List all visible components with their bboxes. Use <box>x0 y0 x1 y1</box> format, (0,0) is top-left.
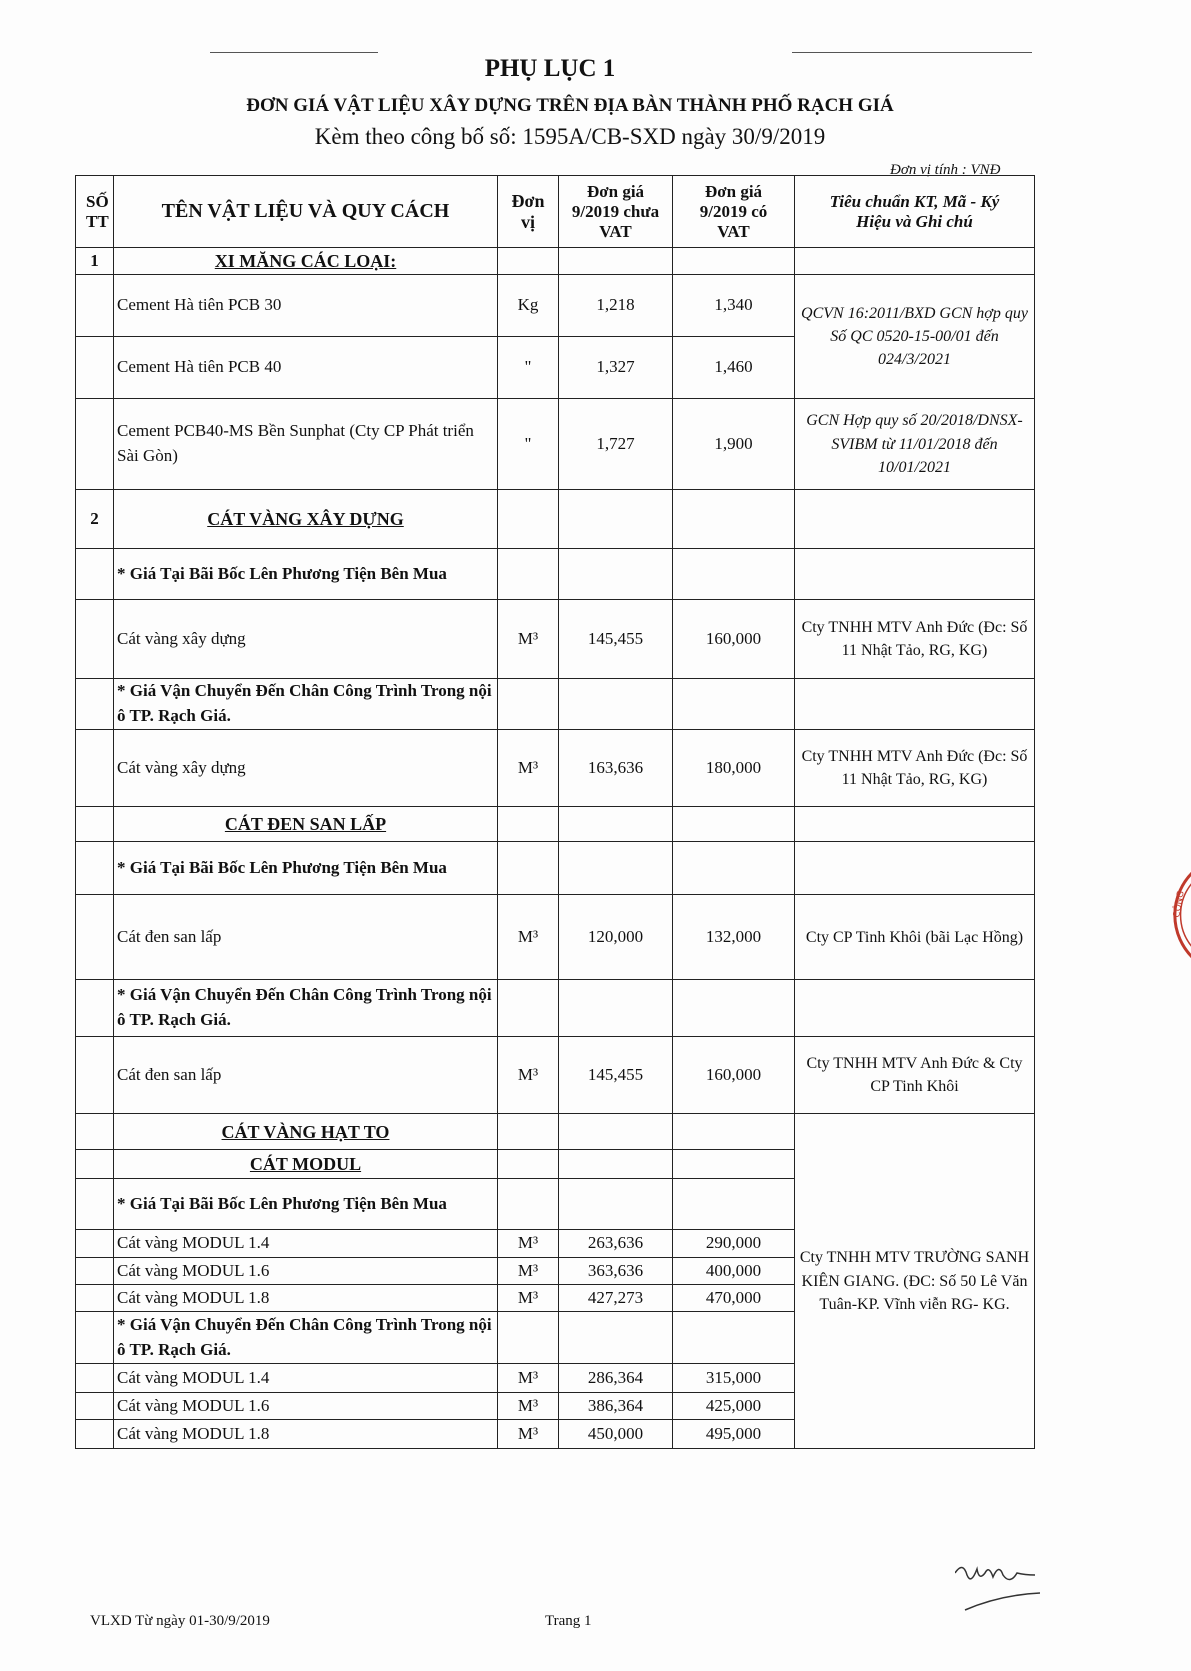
row-price-no-vat <box>559 842 673 895</box>
row-material-name: * Giá Tại Bãi Bốc Lên Phương Tiện Bên Mua <box>114 842 498 895</box>
row-price-no-vat: 1,727 <box>559 399 673 490</box>
row-material-name: Cát vàng MODUL 1.4 <box>114 1230 498 1258</box>
unit-note: Đơn vị tính : VNĐ <box>890 162 1001 178</box>
row-price-no-vat: 145,455 <box>559 600 673 679</box>
header-unit: Đơn vị <box>498 176 559 248</box>
row-note: QCVN 16:2011/BXD GCN hợp quy Số QC 0520-15-00/01 đến 024/3/2021 <box>795 275 1035 399</box>
table-row <box>76 730 1035 807</box>
row-unit <box>498 1150 559 1179</box>
row-note: GCN Hợp quy số 20/2018/DNSX-SVIBM từ 11/01/2018 đến 10/01/2021 <box>795 399 1035 490</box>
stamp-icon <box>1165 870 1191 960</box>
row-stt <box>76 730 114 807</box>
row-unit: " <box>498 337 559 399</box>
row-unit: M³ <box>498 1364 559 1393</box>
row-unit: " <box>498 399 559 490</box>
row-stt <box>76 1230 114 1258</box>
row-price-vat <box>673 490 795 549</box>
row-unit: M³ <box>498 1230 559 1258</box>
row-stt <box>76 1179 114 1230</box>
row-price-no-vat: 450,000 <box>559 1420 673 1449</box>
row-material-name: * Giá Vận Chuyển Đến Chân Công Trình Trong nội ô TP. Rạch Giá. <box>114 980 498 1037</box>
row-price-no-vat: 1,218 <box>559 275 673 337</box>
row-price-vat <box>673 1312 795 1364</box>
row-price-no-vat <box>559 1179 673 1230</box>
row-material-name: Cát vàng MODUL 1.8 <box>114 1420 498 1449</box>
row-note <box>795 490 1035 549</box>
row-stt: 1 <box>76 248 114 275</box>
row-material-name: XI MĂNG CÁC LOẠI: <box>114 248 498 275</box>
divider <box>792 52 1032 53</box>
row-stt <box>76 1364 114 1393</box>
reference-line: Kèm theo công bố số: 1595A/CB-SXD ngày 30/9/2019 <box>314 124 826 149</box>
row-unit: M³ <box>498 1037 559 1114</box>
row-unit <box>498 1114 559 1150</box>
row-stt <box>76 1037 114 1114</box>
row-stt <box>76 1312 114 1364</box>
row-unit: M³ <box>498 1258 559 1285</box>
row-material-name: Cát vàng MODUL 1.8 <box>114 1285 498 1312</box>
row-note: Cty TNHH MTV Anh Đức & Cty CP Tinh Khôi <box>795 1037 1035 1114</box>
row-price-vat: 1,340 <box>673 275 795 337</box>
row-note <box>795 980 1035 1037</box>
row-price-no-vat <box>559 1312 673 1364</box>
row-stt <box>76 842 114 895</box>
row-stt <box>76 399 114 490</box>
row-material-name: Cement Hà tiên PCB 30 <box>114 275 498 337</box>
table-row <box>76 248 1035 275</box>
header-price-vat: Đơn giá 9/2019 có VAT <box>673 176 795 248</box>
row-price-no-vat <box>559 549 673 600</box>
row-stt <box>76 1150 114 1179</box>
row-price-vat <box>673 1179 795 1230</box>
row-unit: M³ <box>498 1420 559 1449</box>
page-number: Trang 1 <box>545 1613 592 1629</box>
row-stt <box>76 1114 114 1150</box>
row-price-vat: 160,000 <box>673 1037 795 1114</box>
row-price-no-vat: 145,455 <box>559 1037 673 1114</box>
row-note <box>795 549 1035 600</box>
table-row <box>76 549 1035 600</box>
row-unit <box>498 807 559 842</box>
header-price-no-vat: Đơn giá 9/2019 chưa VAT <box>559 176 673 248</box>
row-price-no-vat <box>559 248 673 275</box>
row-unit <box>498 549 559 600</box>
row-material-name: CÁT VÀNG HẠT TO <box>114 1114 498 1150</box>
row-price-vat: 425,000 <box>673 1393 795 1420</box>
table-row <box>76 600 1035 679</box>
row-unit: M³ <box>498 1285 559 1312</box>
row-price-vat <box>673 980 795 1037</box>
row-stt <box>76 549 114 600</box>
row-price-vat <box>673 679 795 730</box>
row-note <box>795 679 1035 730</box>
row-price-no-vat: 120,000 <box>559 895 673 980</box>
page-title: PHỤ LỤC 1 <box>484 55 616 82</box>
header-name: TÊN VẬT LIỆU VÀ QUY CÁCH <box>114 176 498 248</box>
row-price-vat: 400,000 <box>673 1258 795 1285</box>
row-price-vat: 1,900 <box>673 399 795 490</box>
row-material-name: Cát vàng MODUL 1.6 <box>114 1393 498 1420</box>
row-price-vat: 315,000 <box>673 1364 795 1393</box>
row-unit: M³ <box>498 600 559 679</box>
row-unit <box>498 980 559 1037</box>
row-stt <box>76 600 114 679</box>
row-material-name: Cát vàng MODUL 1.4 <box>114 1364 498 1393</box>
row-note <box>795 248 1035 275</box>
row-price-vat <box>673 1114 795 1150</box>
row-material-name: CÁT ĐEN SAN LẤP <box>114 807 498 842</box>
row-price-no-vat: 386,364 <box>559 1393 673 1420</box>
row-stt <box>76 1258 114 1285</box>
row-price-no-vat: 163,636 <box>559 730 673 807</box>
row-material-name: Cát vàng MODUL 1.6 <box>114 1258 498 1285</box>
row-stt <box>76 679 114 730</box>
row-price-no-vat: 427,273 <box>559 1285 673 1312</box>
footer-date-range: VLXD Từ ngày 01-30/9/2019 <box>90 1613 270 1629</box>
row-price-vat: 290,000 <box>673 1230 795 1258</box>
row-stt <box>76 1285 114 1312</box>
table-row <box>76 980 1035 1037</box>
row-material-name: CÁT VÀNG XÂY DỰNG <box>114 490 498 549</box>
table-row <box>76 399 1035 490</box>
row-stt: 2 <box>76 490 114 549</box>
row-unit <box>498 490 559 549</box>
table-row <box>76 275 1035 337</box>
row-price-no-vat <box>559 807 673 842</box>
row-unit: M³ <box>498 895 559 980</box>
row-stt <box>76 895 114 980</box>
row-price-vat <box>673 248 795 275</box>
table-row <box>76 1037 1035 1114</box>
page-subtitle: ĐƠN GIÁ VẬT LIỆU XÂY DỰNG TRÊN ĐỊA BÀN THÀNH PHỐ RẠCH GIÁ <box>246 95 894 116</box>
row-price-vat: 180,000 <box>673 730 795 807</box>
row-price-no-vat: 363,636 <box>559 1258 673 1285</box>
row-note: Cty TNHH MTV TRƯỜNG SANH KIÊN GIANG. (ĐC: Số 50 Lê Văn Tuân-KP. Vĩnh viễn RG- KG. <box>795 1114 1035 1449</box>
row-price-no-vat: 1,327 <box>559 337 673 399</box>
row-material-name: Cát vàng xây dựng <box>114 730 498 807</box>
row-price-no-vat <box>559 1150 673 1179</box>
row-material-name: Cát vàng xây dựng <box>114 600 498 679</box>
row-price-no-vat: 263,636 <box>559 1230 673 1258</box>
row-price-vat: 470,000 <box>673 1285 795 1312</box>
row-price-vat <box>673 807 795 842</box>
row-material-name: Cát đen san lấp <box>114 895 498 980</box>
table-row <box>76 895 1035 980</box>
row-material-name: Cement PCB40-MS Bền Sunphat (Cty CP Phát triển Sài Gòn) <box>114 399 498 490</box>
row-unit <box>498 1312 559 1364</box>
row-material-name: CÁT MODUL <box>114 1150 498 1179</box>
row-stt <box>76 807 114 842</box>
row-material-name: * Giá Vận Chuyển Đến Chân Công Trình Trong nội ô TP. Rạch Giá. <box>114 1312 498 1364</box>
row-material-name: Cement Hà tiên PCB 40 <box>114 337 498 399</box>
row-price-no-vat <box>559 679 673 730</box>
table-row <box>76 807 1035 842</box>
price-table <box>75 175 1035 1449</box>
row-price-vat <box>673 549 795 600</box>
row-note <box>795 807 1035 842</box>
row-unit <box>498 1179 559 1230</box>
row-material-name: * Giá Tại Bãi Bốc Lên Phương Tiện Bên Mua <box>114 549 498 600</box>
signature-icon <box>955 1555 1045 1625</box>
table-row <box>76 679 1035 730</box>
row-price-vat: 160,000 <box>673 600 795 679</box>
row-price-no-vat <box>559 490 673 549</box>
row-price-vat: 1,460 <box>673 337 795 399</box>
row-stt <box>76 980 114 1037</box>
row-note: Cty CP Tinh Khôi (bãi Lạc Hồng) <box>795 895 1035 980</box>
header-notes: Tiêu chuẩn KT, Mã - Ký Hiệu và Ghi chú <box>795 176 1035 248</box>
row-unit <box>498 679 559 730</box>
row-stt <box>76 1393 114 1420</box>
stamp-text: CÔNG <box>1172 890 1187 919</box>
row-unit: M³ <box>498 1393 559 1420</box>
row-price-vat: 132,000 <box>673 895 795 980</box>
table-row <box>76 842 1035 895</box>
row-unit <box>498 248 559 275</box>
row-note <box>795 842 1035 895</box>
row-note: Cty TNHH MTV Anh Đức (Đc: Số 11 Nhật Tảo, RG, KG) <box>795 600 1035 679</box>
divider <box>210 52 378 53</box>
row-stt <box>76 337 114 399</box>
row-unit <box>498 842 559 895</box>
header-stt: SỐ TT <box>76 176 114 248</box>
row-material-name: * Giá Vận Chuyển Đến Chân Công Trình Trong nội ô TP. Rạch Giá. <box>114 679 498 730</box>
row-unit: Kg <box>498 275 559 337</box>
row-stt <box>76 275 114 337</box>
row-material-name: * Giá Tại Bãi Bốc Lên Phương Tiện Bên Mua <box>114 1179 498 1230</box>
row-stt <box>76 1420 114 1449</box>
row-material-name: Cát đen san lấp <box>114 1037 498 1114</box>
row-price-vat: 495,000 <box>673 1420 795 1449</box>
row-price-no-vat: 286,364 <box>559 1364 673 1393</box>
row-unit: M³ <box>498 730 559 807</box>
row-price-no-vat <box>559 980 673 1037</box>
row-price-vat <box>673 1150 795 1179</box>
row-price-vat <box>673 842 795 895</box>
table-row <box>76 1114 1035 1150</box>
row-note: Cty TNHH MTV Anh Đức (Đc: Số 11 Nhật Tảo, RG, KG) <box>795 730 1035 807</box>
row-price-no-vat <box>559 1114 673 1150</box>
table-row <box>76 490 1035 549</box>
